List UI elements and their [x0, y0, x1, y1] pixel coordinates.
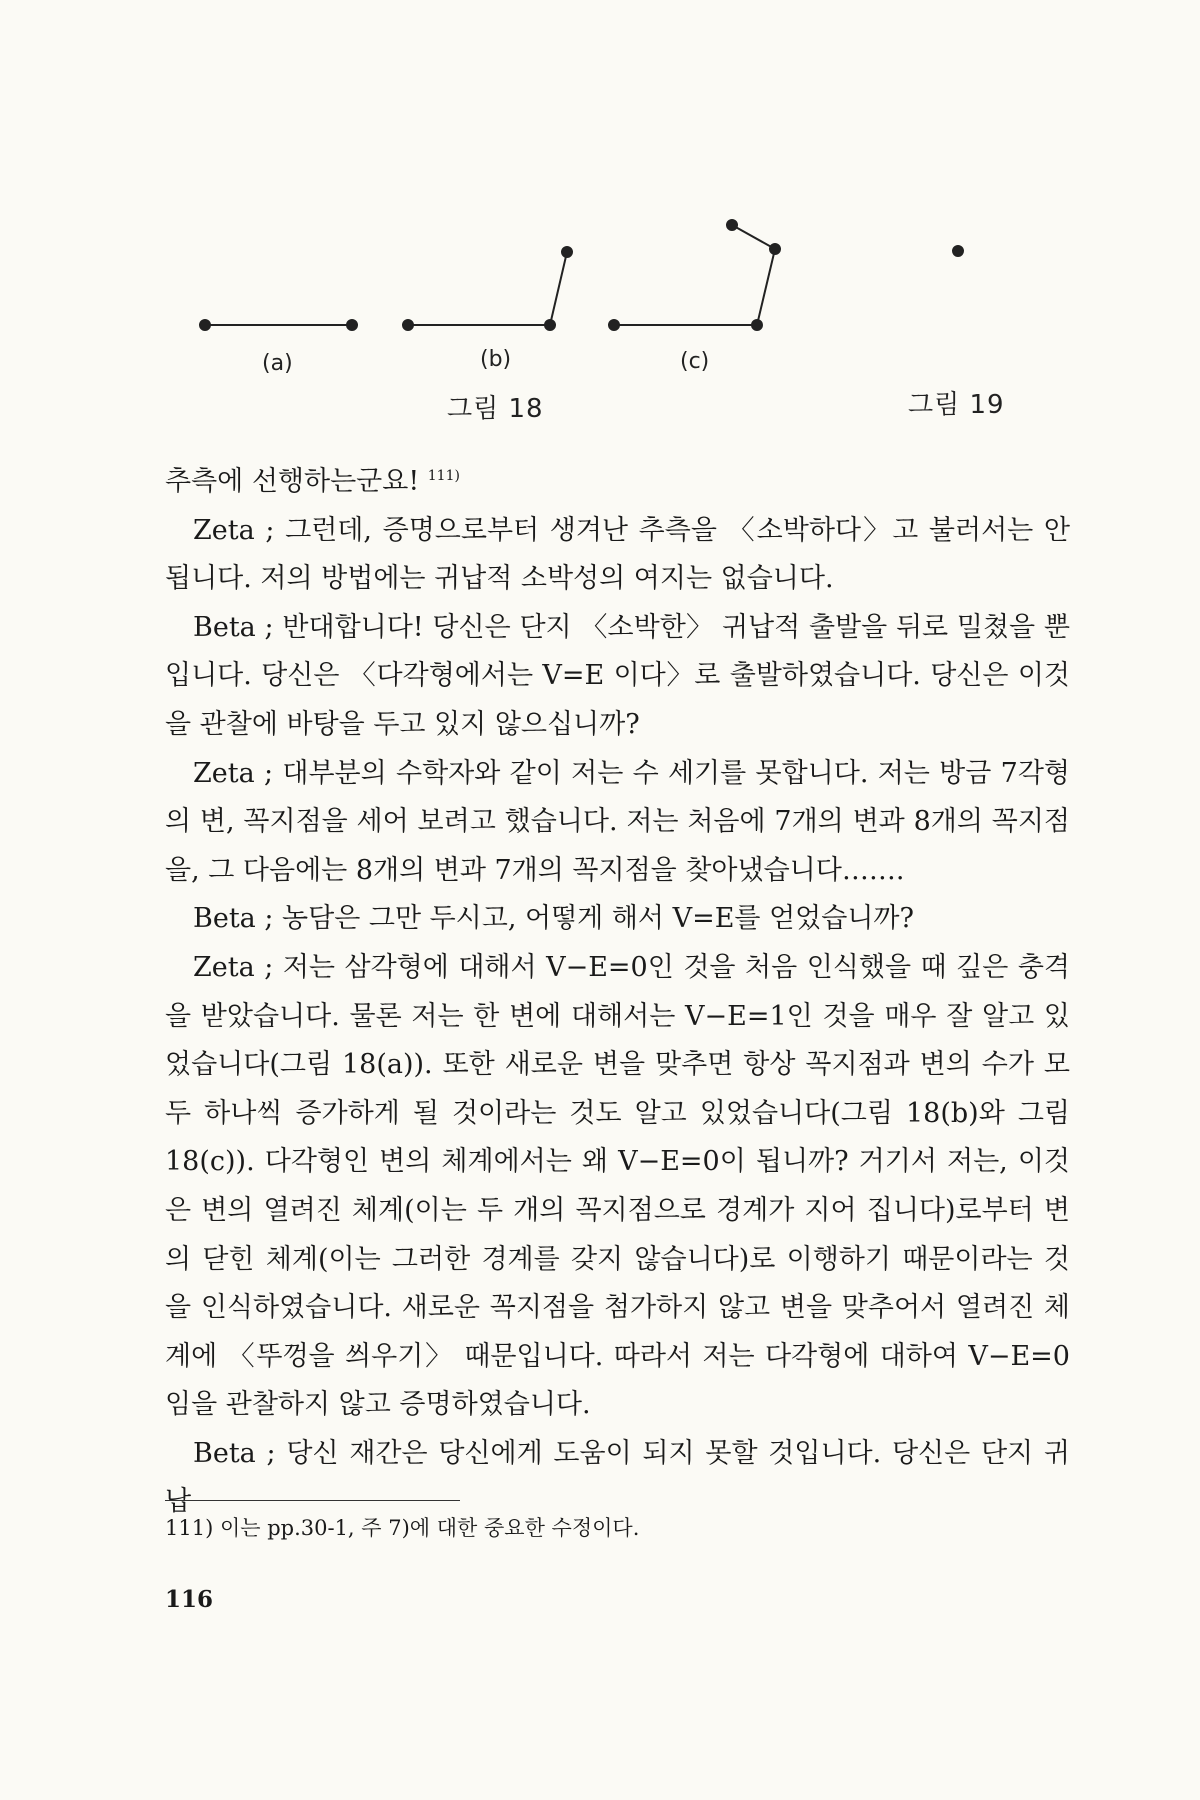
fig18b-vertex-2 — [545, 320, 555, 330]
footnote: 111) 이는 pp.30-1, 주 7)에 대한 중요한 수정이다. — [165, 1516, 640, 1540]
paragraph-4: Zeta ; 대부분의 수학자와 같이 저는 수 세기를 못합니다. 저는 방금 7각형의 변, 꼭지점을 세어 보려고 했습니다. 저는 처음에 7개의 변과 8개의 꼭지점을, 그 다음에는 8개의 변과 7개의 꼭지점을 찾아냈습니다……. — [165, 757, 1070, 886]
fig18b-vertex-1 — [403, 320, 413, 330]
page-number: 116 — [165, 1586, 214, 1613]
footnote-ref: 111) — [427, 468, 460, 484]
paragraph-1: 추측에 선행하는군요! $^{111)}$ — [165, 466, 460, 497]
fig18c-vertex-1 — [609, 320, 619, 330]
fig18a-vertex-left — [200, 320, 210, 330]
paragraph-3: Beta ; 반대합니다! 당신은 단지 〈소박한〉 귀납적 출발을 뒤로 밀쳤을 뿐입니다. 당신은 〈다각형에서는 V=E 이다〉로 출발하였습니다. 당신은 이것을 관찰에 바탕을 두고 있지 않으십니까? — [165, 611, 1070, 740]
fig18c-vertex-4 — [727, 220, 737, 230]
fig18a-label: (a) — [262, 351, 293, 376]
fig18b-vertex-3 — [562, 247, 572, 257]
fig18c-edge-3 — [732, 225, 775, 249]
paragraph-7: Beta ; 당신 재간은 당신에게 도움이 되지 못할 것입니다. 당신은 단지 귀납 — [165, 1437, 1070, 1518]
fig18c-label: (c) — [680, 349, 710, 374]
figure-area — [0, 0, 1200, 440]
fig19-vertex — [953, 246, 963, 256]
paragraph-2: Zeta ; 그런데, 증명으로부터 생겨난 추측을 〈소박하다〉고 불러서는 안 됩니다. 저의 방법에는 귀납적 소박성의 여지는 없습니다. — [165, 514, 1070, 595]
paragraph-6: Zeta ; 저는 삼각형에 대해서 V−E=0인 것을 처음 인식했을 때 깊은 충격을 받았습니다. 물론 저는 한 변에 대해서는 V−E=1인 것을 매우 잘 알고 있었습니다(그림 18(a)). 또한 새로운 변을 맞추면 항상 꼭지점과 변의 수가 모두 하나씩 증가하게 될 것이라는 것도 알고 있었습니다(그림 18(b)와 그림 18(c)). 다각형인 변의 체계에서는 왜 V−E=0이 됩니까? 거기서 저는, 이것은 변의 열려진 체계(이는 두 개의 꼭지점으로 경계가 지어 집니다)로부터 변의 닫힌 체계(이는 그러한 경계를 갖지 않습니다)로 이행하기 때문이라는 것을 인식하였습니다. 새로운 꼭지점을 첨가하지 않고 변을 맞추어서 열려진 체계에 〈뚜껑을 씌우기〉 때문입니다. 따라서 저는 다각형에 대하여 V−E=0임을 관찰하지 않고 증명하였습니다. — [165, 951, 1070, 1421]
footnote-rule — [165, 1500, 460, 1501]
fig18b-edge-2 — [550, 252, 567, 325]
fig18a-vertex-right — [347, 320, 357, 330]
fig18c-vertex-2 — [752, 320, 762, 330]
fig18c-edge-2 — [757, 249, 775, 325]
fig18c-vertex-3 — [770, 244, 780, 254]
paragraph-5: Beta ; 농담은 그만 두시고, 어떻게 해서 V=E를 얻었습니까? — [193, 903, 914, 935]
fig19-caption: 그림 19 — [908, 390, 1005, 420]
body-text — [165, 458, 1070, 1527]
figure-18-19-diagram — [0, 0, 1200, 440]
fig18b-label: (b) — [480, 347, 512, 372]
fig18-caption: 그림 18 — [447, 394, 544, 424]
